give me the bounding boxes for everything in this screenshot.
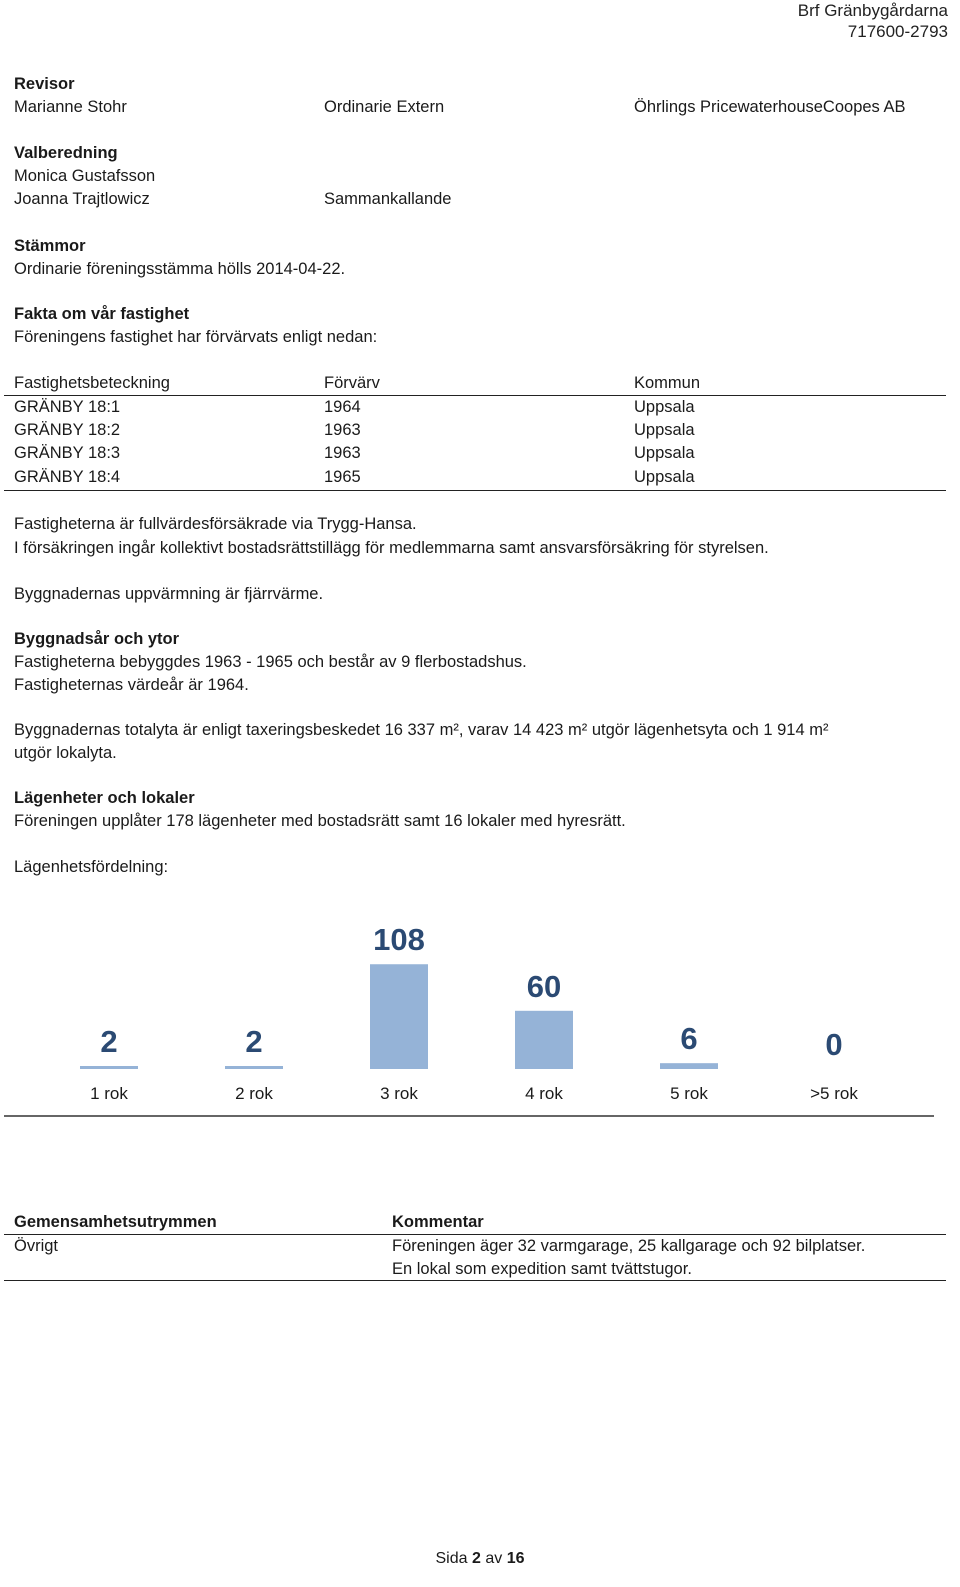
table-cell: GRÄNBY 18:1 bbox=[14, 398, 121, 416]
lagenheter-text: Föreningen upplåter 178 lägenheter med bostadsrätt samt 16 lokaler med hyresrätt. bbox=[14, 812, 626, 830]
page-number bbox=[0, 1547, 960, 1570]
table-cell: 1964 bbox=[324, 398, 361, 416]
gemensam-row-label: Övrigt bbox=[14, 1237, 59, 1255]
chart-category-label: 3 rok bbox=[380, 1084, 418, 1103]
chart-data-label: 60 bbox=[526, 968, 562, 1004]
stammor-heading: Stämmor bbox=[14, 237, 86, 255]
table-cell: GRÄNBY 18:3 bbox=[14, 444, 121, 462]
chart-data-label: 2 bbox=[245, 1024, 263, 1059]
chart-data-label: 0 bbox=[825, 1027, 843, 1062]
page-prefix: Sida bbox=[435, 1550, 468, 1567]
revisor-heading: Revisor bbox=[14, 75, 75, 93]
table-cell: GRÄNBY 18:2 bbox=[14, 421, 121, 439]
chart-data-label: 6 bbox=[680, 1021, 698, 1057]
table-cell: GRÄNBY 18:4 bbox=[14, 468, 121, 486]
chart-bar bbox=[515, 1011, 573, 1069]
table-rule bbox=[4, 1280, 946, 1281]
revisor-company: Öhrlings PricewaterhouseCoopes AB bbox=[634, 98, 906, 116]
byggnadsar-heading: Byggnadsår och ytor bbox=[14, 630, 180, 648]
area-text: utgör lokalyta. bbox=[14, 744, 117, 762]
insurance-text: I försäkringen ingår kollektivt bostadsrättstillägg för medlemmarna samt ansvarsförsäkring för styrelsen. bbox=[14, 539, 769, 557]
table-cell: 1963 bbox=[324, 421, 361, 439]
valberedning-member-name: Joanna Trajtlowicz bbox=[14, 190, 150, 208]
byggnadsar-text: Fastigheternas värdeår är 1964. bbox=[14, 676, 249, 694]
chart-category-label: 4 rok bbox=[525, 1084, 563, 1103]
property-table-header: Fastighetsbeteckning bbox=[14, 374, 170, 392]
gemensam-comment: Föreningen äger 32 varmgarage, 25 kallgarage och 92 bilplatser. bbox=[392, 1237, 866, 1255]
table-cell: 1965 bbox=[324, 468, 361, 486]
page-middle: av bbox=[485, 1550, 503, 1567]
lagenheter-heading: Lägenheter och lokaler bbox=[14, 789, 195, 807]
gemensam-heading: Gemensamhetsutrymmen bbox=[14, 1213, 217, 1231]
gemensam-comment: En lokal som expedition samt tvättstugor. bbox=[392, 1260, 692, 1278]
chart-bar bbox=[370, 964, 428, 1069]
valberedning-member-name: Monica Gustafsson bbox=[14, 167, 156, 185]
insurance-text: Fastigheterna är fullvärdesförsäkrade via Trygg-Hansa. bbox=[14, 515, 417, 533]
revisor-role: Ordinarie Extern bbox=[324, 98, 445, 116]
kommentar-heading: Kommentar bbox=[392, 1213, 484, 1231]
property-table-header: Kommun bbox=[634, 374, 701, 392]
table-rule bbox=[4, 395, 946, 396]
table-cell: Uppsala bbox=[634, 421, 695, 439]
valberedning-heading: Valberedning bbox=[14, 144, 118, 162]
table-cell: Uppsala bbox=[634, 444, 695, 462]
table-cell: Uppsala bbox=[634, 398, 695, 416]
chart-category-label: >5 rok bbox=[810, 1084, 858, 1103]
valberedning-member-role: Sammankallande bbox=[324, 190, 452, 208]
total-pages: 16 bbox=[506, 1550, 525, 1567]
chart-category-label: 1 rok bbox=[90, 1084, 128, 1103]
table-rule bbox=[4, 490, 946, 491]
org-name: Brf Gränbygårdarna bbox=[797, 1, 948, 20]
fakta-intro: Föreningens fastighet har förvärvats enligt nedan: bbox=[14, 328, 378, 346]
current-page: 2 bbox=[471, 1550, 481, 1567]
apartment-distribution-chart bbox=[0, 900, 960, 1140]
chart-bar bbox=[225, 1066, 283, 1069]
distribution-label: Lägenhetsfördelning: bbox=[14, 858, 169, 876]
byggnadsar-text: Fastigheterna bebyggdes 1963 - 1965 och består av 9 flerbostadshus. bbox=[14, 653, 527, 671]
table-cell: Uppsala bbox=[634, 468, 695, 486]
stammor-text: Ordinarie föreningsstämma hölls 2014-04-22. bbox=[14, 260, 346, 278]
chart-data-label: 2 bbox=[100, 1024, 118, 1059]
fakta-heading: Fakta om vår fastighet bbox=[14, 305, 190, 323]
heating-text: Byggnadernas uppvärmning är fjärrvärme. bbox=[14, 585, 324, 603]
chart-category-label: 2 rok bbox=[235, 1084, 273, 1103]
revisor-name: Marianne Stohr bbox=[14, 98, 127, 116]
org-number: 717600-2793 bbox=[847, 22, 948, 41]
property-table-header: Förvärv bbox=[324, 374, 380, 392]
chart-data-label: 108 bbox=[373, 922, 425, 958]
chart-category-label: 5 rok bbox=[670, 1084, 708, 1103]
area-text: Byggnadernas totalyta är enligt taxeringsbeskedet 16 337 m², varav 14 423 m² utgör lägenhetsyta och 1 914 m² bbox=[14, 721, 829, 739]
table-cell: 1963 bbox=[324, 444, 361, 462]
chart-bar bbox=[80, 1066, 138, 1069]
chart-bar bbox=[660, 1063, 718, 1069]
